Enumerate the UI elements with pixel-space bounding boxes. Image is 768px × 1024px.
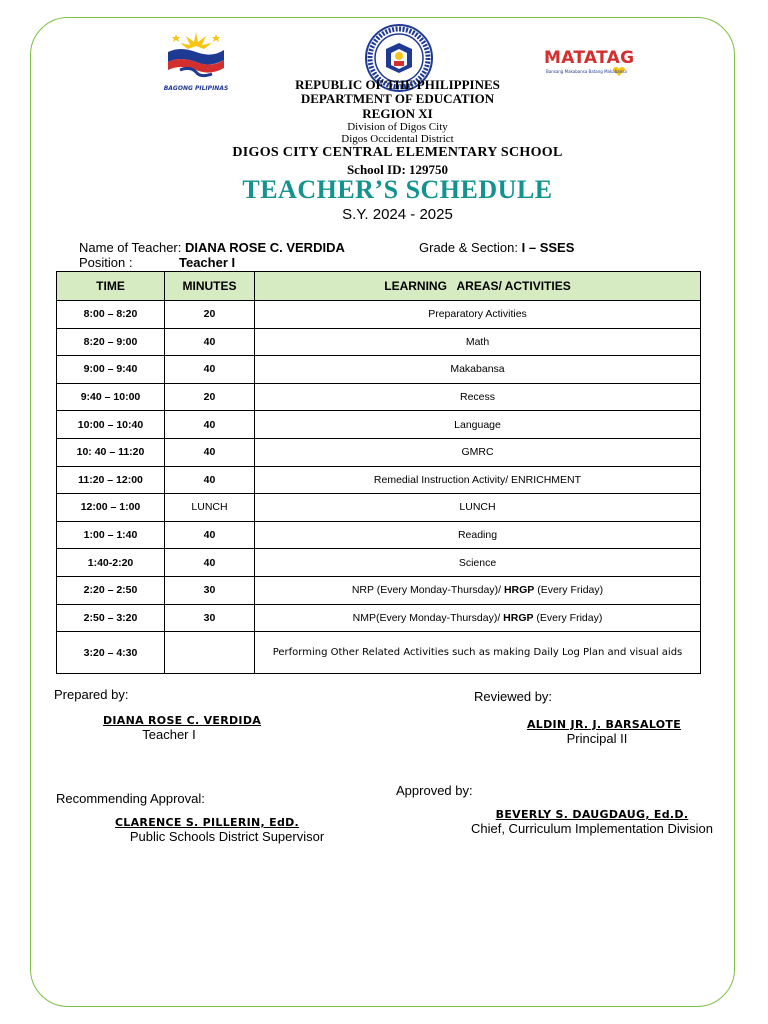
header-division: Division of Digos City bbox=[347, 121, 448, 133]
header-department: DEPARTMENT OF EDUCATION bbox=[300, 91, 495, 106]
row-minutes: 40 bbox=[165, 521, 255, 549]
row-activity bbox=[255, 576, 701, 604]
grade-section-label: Grade & Section: bbox=[419, 240, 522, 255]
row-activity: Makabansa bbox=[255, 356, 701, 384]
bagong-pilipinas-caption: BAGONG PILIPINAS bbox=[163, 85, 229, 92]
header-district: Digos Occidental District bbox=[341, 133, 454, 145]
row-activity: Recess bbox=[255, 383, 701, 411]
school-name: DIGOS CITY CENTRAL ELEMENTARY SCHOOL bbox=[232, 145, 563, 160]
row-time: 10:00 – 10:40 bbox=[57, 411, 165, 439]
teacher-name-label: Name of Teacher: bbox=[79, 240, 185, 255]
row-time: 11:20 – 12:00 bbox=[57, 466, 165, 494]
row-minutes: 40 bbox=[165, 411, 255, 439]
table-row bbox=[57, 604, 701, 632]
row-activity: Reading bbox=[255, 521, 701, 549]
teacher-name-value: DIANA ROSE C. VERDIDA bbox=[184, 240, 345, 255]
row-time: 12:00 – 1:00 bbox=[57, 494, 165, 522]
row-activity: Science bbox=[255, 549, 701, 577]
row-minutes bbox=[165, 632, 255, 674]
page-title: TEACHER’S SCHEDULE bbox=[242, 175, 553, 204]
matatag-wordmark: MATATAG bbox=[544, 48, 635, 68]
row-time: 2:20 – 2:50 bbox=[57, 576, 165, 604]
position-value: Teacher I bbox=[179, 255, 236, 270]
reviewed-by-position: Principal II bbox=[566, 731, 628, 746]
header-time: TIME bbox=[57, 272, 165, 301]
school-id: School ID: 129750 bbox=[346, 162, 449, 177]
activity-part: NRP (Every Monday-Thursday)/ bbox=[351, 584, 504, 597]
row-time: 10: 40 – 11:20 bbox=[57, 438, 165, 466]
row-activity bbox=[255, 604, 701, 632]
matatag-tagline: Bansang Makabansa Batang Makabansa bbox=[546, 69, 627, 74]
teacher-name-line bbox=[79, 240, 345, 255]
grade-section-line bbox=[419, 240, 574, 255]
approved-by-label: Approved by: bbox=[396, 783, 473, 798]
activity-hrgp: HRGP bbox=[503, 584, 535, 597]
header-activities: LEARNING AREAS/ ACTIVITIES bbox=[255, 272, 701, 301]
row-time: 8:20 – 9:00 bbox=[57, 328, 165, 356]
prepared-by-label: Prepared by: bbox=[54, 687, 129, 702]
row-time: 9:40 – 10:00 bbox=[57, 383, 165, 411]
row-time: 1:40-2:20 bbox=[57, 549, 165, 577]
table-row bbox=[57, 632, 701, 674]
reviewed-by-label: Reviewed by: bbox=[474, 689, 553, 704]
activity-part: (Every Friday) bbox=[534, 584, 604, 597]
activity-part: (Every Friday) bbox=[533, 611, 603, 624]
recommending-approval-label: Recommending Approval: bbox=[56, 791, 205, 806]
row-time: 1:00 – 1:40 bbox=[57, 521, 165, 549]
row-minutes: 30 bbox=[165, 604, 255, 632]
row-minutes: 40 bbox=[165, 328, 255, 356]
row-time: 9:00 – 9:40 bbox=[57, 356, 165, 384]
school-year: S.Y. 2024 - 2025 bbox=[342, 206, 453, 223]
table-row bbox=[57, 466, 701, 494]
grade-section-value: I – SSES bbox=[521, 240, 575, 255]
row-time: 2:50 – 3:20 bbox=[57, 604, 165, 632]
table-row bbox=[57, 521, 701, 549]
recommending-signature bbox=[112, 816, 342, 844]
row-activity: LUNCH bbox=[255, 494, 701, 522]
row-minutes: 40 bbox=[165, 438, 255, 466]
position-label: Position : bbox=[79, 255, 133, 270]
row-activity: Performing Other Related Activities such as making Daily Log Plan and visual aids bbox=[255, 632, 701, 674]
prepared-by-name: DIANA ROSE C. VERDIDA bbox=[102, 714, 262, 727]
table-row bbox=[57, 576, 701, 604]
table-header-row bbox=[57, 272, 701, 301]
row-minutes: 40 bbox=[165, 549, 255, 577]
prepared-by-position: Teacher I bbox=[142, 727, 196, 742]
recommending-name: CLARENCE S. PILLERIN, EdD. bbox=[114, 816, 300, 829]
activity-hrgp: HRGP bbox=[503, 611, 534, 624]
row-minutes: 20 bbox=[165, 383, 255, 411]
recommending-position: Public Schools District Supervisor bbox=[129, 829, 325, 844]
table-row bbox=[57, 494, 701, 522]
prepared-by-signature bbox=[82, 714, 282, 742]
row-minutes: 30 bbox=[165, 576, 255, 604]
row-minutes: 20 bbox=[165, 301, 255, 329]
approved-by-position: Chief, Curriculum Implementation Division bbox=[470, 821, 714, 836]
row-time: 8:00 – 8:20 bbox=[57, 301, 165, 329]
row-activity: GMRC bbox=[255, 438, 701, 466]
table-row bbox=[57, 383, 701, 411]
reviewed-by-signature bbox=[504, 718, 704, 746]
row-activity: Remedial Instruction Activity/ ENRICHMENT bbox=[255, 466, 701, 494]
table-row bbox=[57, 356, 701, 384]
row-activity: Math bbox=[255, 328, 701, 356]
row-activity: Language bbox=[255, 411, 701, 439]
table-row bbox=[57, 328, 701, 356]
schedule-table bbox=[56, 271, 701, 674]
table-row bbox=[57, 438, 701, 466]
table-row bbox=[57, 411, 701, 439]
activity-part: NMP(Every Monday-Thursday)/ bbox=[352, 611, 504, 624]
row-activity: Preparatory Activities bbox=[255, 301, 701, 329]
row-time: 3:20 – 4:30 bbox=[57, 632, 165, 674]
header-minutes: MINUTES bbox=[165, 272, 255, 301]
header-republic: REPUBLIC OF THE PHILIPPINES bbox=[295, 77, 500, 92]
row-minutes: 40 bbox=[165, 356, 255, 384]
table-row bbox=[57, 301, 701, 329]
approved-by-name: BEVERLY S. DAUGDAUG, Ed.D. bbox=[495, 808, 689, 821]
row-minutes: LUNCH bbox=[165, 494, 255, 522]
approved-by-signature bbox=[458, 808, 726, 836]
row-minutes: 40 bbox=[165, 466, 255, 494]
reviewed-by-name: ALDIN JR. J. BARSALOTE bbox=[526, 718, 682, 731]
table-row bbox=[57, 549, 701, 577]
header-region: REGION XI bbox=[362, 106, 433, 121]
